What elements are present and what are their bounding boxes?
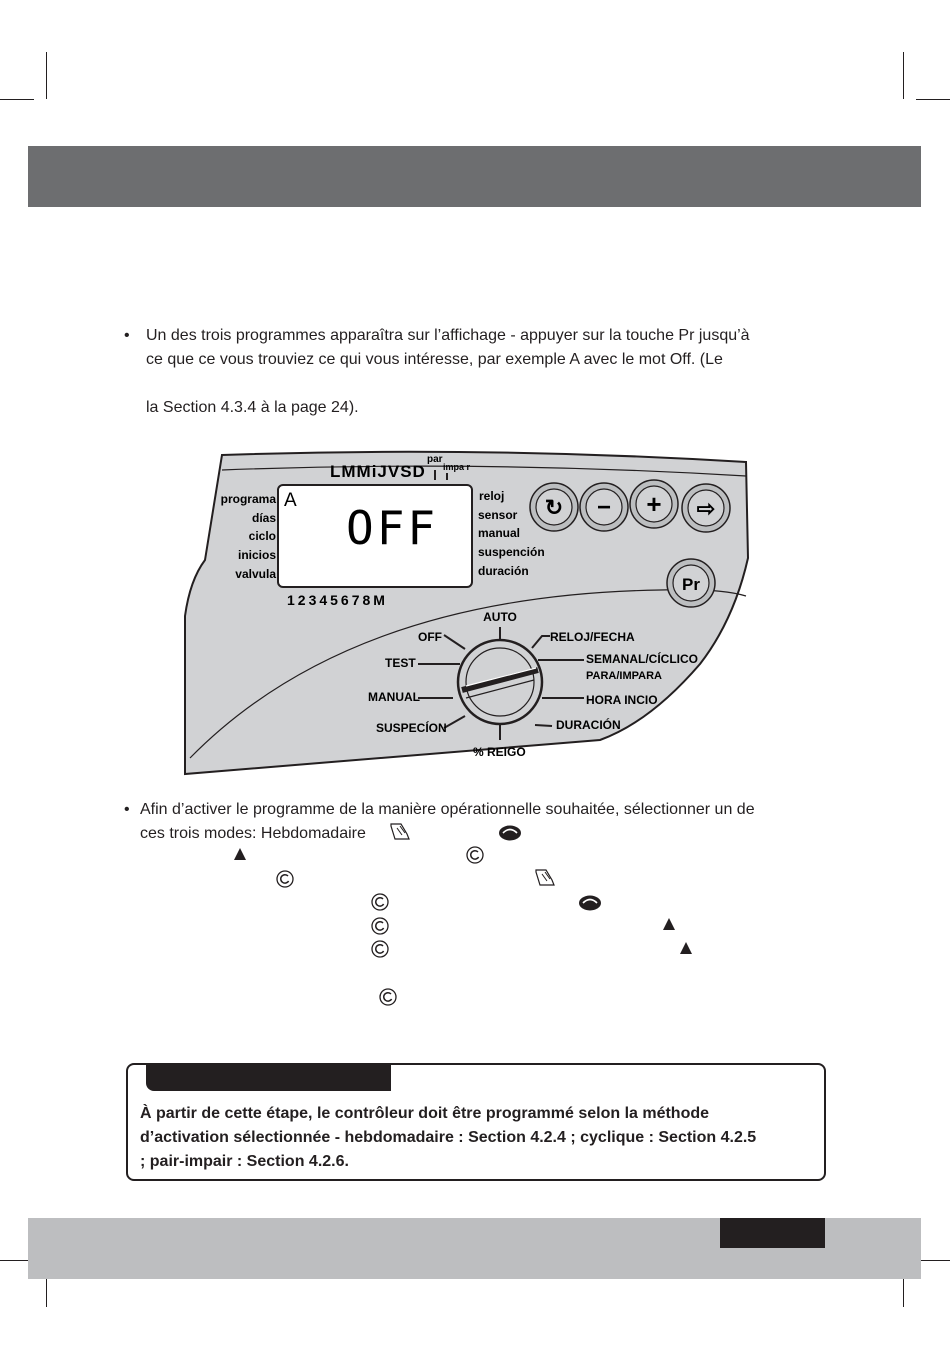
refresh-icon: ↻: [544, 495, 564, 520]
weekly-icon: [389, 822, 411, 842]
activation-line-1: Afin d’activer le programme de la manière opérationnelle souhaitée, sélectionner un de: [140, 801, 755, 818]
refresh-icon: [276, 870, 294, 888]
bullet-marker: •: [124, 327, 130, 344]
up-triangle-icon: [679, 941, 693, 955]
program-icon: Pr: [682, 575, 700, 594]
note-tab: [146, 1063, 391, 1091]
page-number-tab: [720, 1218, 825, 1248]
days-label: LMMiJVSD: [330, 462, 426, 481]
display-value: OFF: [346, 501, 439, 555]
up-triangle-icon: [662, 917, 676, 931]
label-sensor: sensor: [478, 508, 518, 522]
dial-off: OFF: [418, 630, 442, 644]
crop-mark: [903, 52, 904, 99]
weekly-icon: [534, 868, 556, 888]
dial-riego: % REIGO: [473, 745, 526, 759]
plus-button[interactable]: [630, 480, 678, 528]
dial-duracion: DURACIÓN: [556, 718, 621, 732]
par-label: par: [427, 454, 443, 465]
minus-button[interactable]: [580, 483, 628, 531]
cyclic-icon: [497, 824, 523, 842]
label-ciclo: ciclo: [248, 529, 276, 543]
note-line-2: d’activation sélectionnée - hebdomadaire : Section 4.2.4 ; cyclique : Section 4.2.5: [140, 1129, 757, 1146]
header-bar: [28, 146, 921, 207]
dial-manual: MANUAL: [368, 690, 420, 704]
crop-mark: [916, 1260, 950, 1261]
mode-dial[interactable]: [458, 640, 542, 724]
dial-auto: AUTO: [483, 610, 517, 624]
dial-semanal: SEMANAL/CÍCLICO: [586, 652, 698, 666]
refresh-icon: [371, 893, 389, 911]
label-suspencion: suspención: [478, 545, 545, 559]
crop-mark: [0, 99, 34, 100]
plus-icon: +: [646, 489, 662, 519]
refresh-icon: [371, 940, 389, 958]
refresh-icon: [379, 988, 397, 1006]
label-programa: programa: [220, 492, 276, 506]
crop-mark: [916, 99, 950, 100]
label-inicios: inicios: [237, 548, 276, 562]
note-line-3: ; pair-impair : Section 4.2.6.: [140, 1153, 349, 1170]
minus-icon: −: [596, 494, 612, 521]
note-text: [140, 1102, 820, 1174]
refresh-icon: [466, 846, 484, 864]
cycle-button[interactable]: [530, 483, 578, 531]
dial-par-impar: PARA/IMPARA: [586, 670, 662, 682]
arrow-right-icon: ⇨: [696, 496, 716, 521]
label-manual: manual: [478, 526, 521, 540]
station-numbers: 12345678M: [287, 592, 388, 608]
intro-line-2: ce que ce vous trouviez ce qui vous intéresse, par exemple A avec le mot Off. (Le: [146, 351, 723, 368]
bullet-marker: •: [124, 801, 130, 818]
next-button[interactable]: [682, 484, 730, 532]
dial-reloj: RELOJ/FECHA: [550, 630, 635, 644]
dial-suspension: SUSPECÍON: [376, 721, 447, 735]
cyclic-icon: [577, 894, 603, 912]
label-valvula: valvula: [235, 567, 276, 581]
dial-test: TEST: [385, 656, 416, 670]
refresh-icon: [371, 917, 389, 935]
intro-line-3: la Section 4.3.4 à la page 24).: [146, 399, 359, 416]
label-dias: días: [251, 511, 276, 525]
label-reloj: reloj: [479, 489, 505, 503]
program-button[interactable]: [667, 559, 715, 607]
controller-illustration: [180, 440, 760, 780]
program-letter: A: [284, 490, 297, 511]
up-triangle-icon: [233, 847, 247, 861]
label-duracion: duración: [478, 564, 529, 578]
activation-line-2: ces trois modes: Hebdomadaire: [140, 825, 366, 842]
dial-hora: HORA INCIO: [586, 693, 658, 707]
note-line-1: À partir de cette étape, le contrôleur doit être programmé selon la méthode: [140, 1105, 710, 1122]
intro-line-1: Un des trois programmes apparaîtra sur l’affichage - appuyer sur la touche Pr jusqu’à: [146, 327, 750, 344]
impar-label: impa r: [443, 462, 471, 472]
crop-mark: [46, 52, 47, 99]
